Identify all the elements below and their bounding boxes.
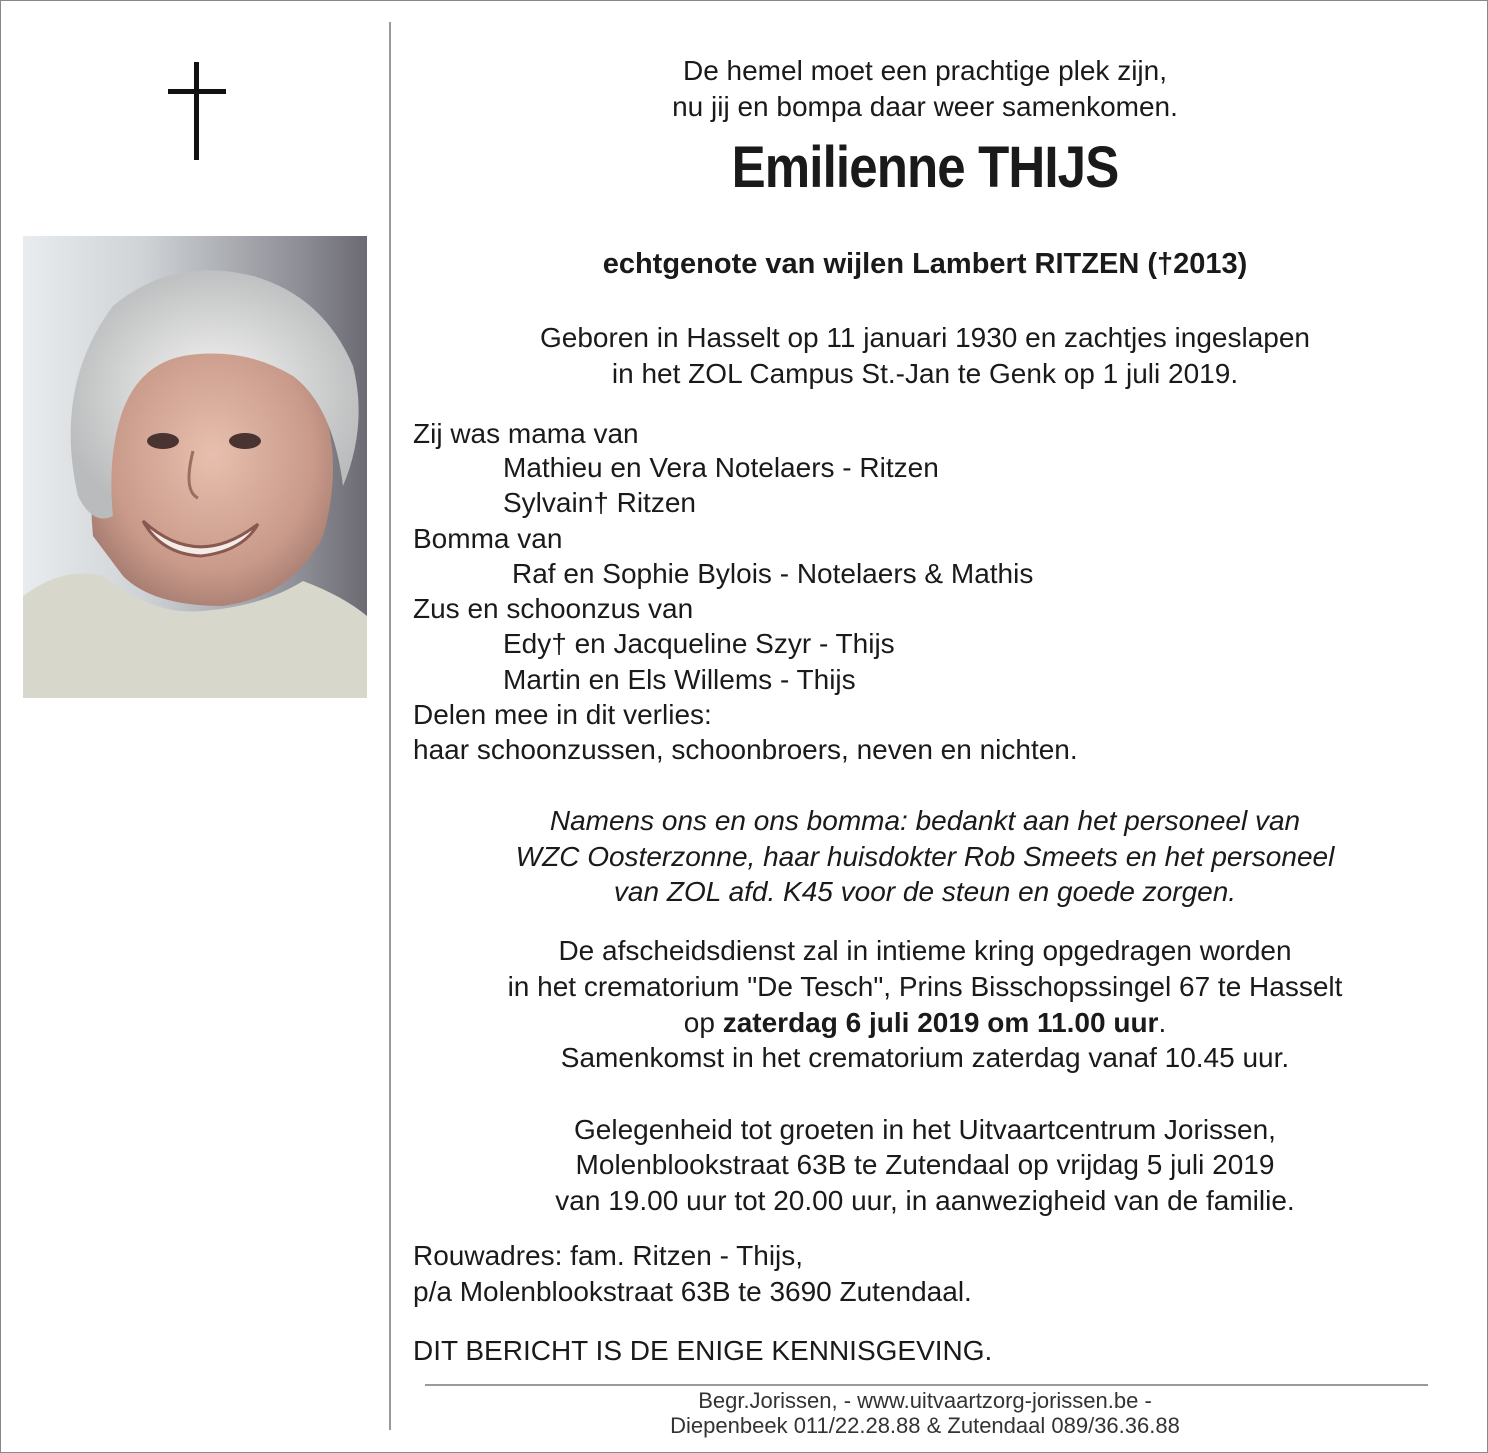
portrait-photo <box>23 236 367 698</box>
footer-line-2: Diepenbeek 011/22.28.88 & Zutendaal 089/36.36.88 <box>670 1413 1180 1438</box>
visit-line-3: van 19.00 uur tot 20.00 uur, in aanwezigheid van de familie. <box>555 1185 1295 1216</box>
service-line-3: op zaterdag 6 juli 2019 om 11.00 uur. <box>683 1007 1167 1038</box>
thanks-line-1: Namens ons en ons bomma: bedankt aan het personeel van <box>549 805 1301 836</box>
service-line-1: De afscheidsdienst zal in intieme kring opgedragen worden <box>558 935 1292 966</box>
spouse-line: echtgenote van wijlen Lambert RITZEN (†2013) <box>602 248 1248 280</box>
column-divider <box>389 22 391 1430</box>
child-2: Sylvain† Ritzen <box>503 487 696 518</box>
visit-line-2: Molenblookstraat 63B te Zutendaal op vrijdag 5 juli 2019 <box>575 1149 1275 1180</box>
notice-line: DIT BERICHT IS DE ENIGE KENNISGEVING. <box>413 1335 993 1366</box>
service-line-4: Samenkomst in het crematorium zaterdag vanaf 10.45 uur. <box>560 1042 1290 1073</box>
grandchild-1: Raf en Sophie Bylois - Notelaers & Mathis <box>512 558 1034 589</box>
sibling-2: Martin en Els Willems - Thijs <box>503 664 856 695</box>
sister-label: Zus en schoonzus van <box>413 593 694 624</box>
service-date-time: zaterdag 6 juli 2019 om 11.00 uur <box>722 1007 1159 1038</box>
visit-line-1: Gelegenheid tot groeten in het Uitvaartcentrum Jorissen, <box>574 1114 1276 1145</box>
footer-rule <box>425 1384 1428 1386</box>
share-text: haar schoonzussen, schoonbroers, neven en nichten. <box>413 734 1078 765</box>
deceased-name: Emilienne THIJS <box>731 135 1119 200</box>
thanks-line-3: van ZOL afd. K45 voor de steun en goede zorgen. <box>613 876 1237 907</box>
service-line-2: in het crematorium "De Tesch", Prins Bisschopssingel 67 te Hasselt <box>507 971 1343 1002</box>
birth-line-2: in het ZOL Campus St.-Jan te Genk op 1 juli 2019. <box>611 358 1239 389</box>
footer-line-1: Begr.Jorissen, - www.uitvaartzorg-jorissen.be - <box>698 1388 1152 1413</box>
verse-line-2: nu jij en bompa daar weer samenkomen. <box>672 91 1178 122</box>
address-line-2: p/a Molenblookstraat 63B te 3690 Zutendaal. <box>413 1276 972 1307</box>
share-label: Delen mee in dit verlies: <box>413 699 712 730</box>
sibling-1: Edy† en Jacqueline Szyr - Thijs <box>503 628 895 659</box>
birth-line-1: Geboren in Hasselt op 11 januari 1930 en zachtjes ingeslapen <box>540 322 1310 353</box>
child-1: Mathieu en Vera Notelaers - Ritzen <box>503 452 939 483</box>
address-line-1: Rouwadres: fam. Ritzen - Thijs, <box>413 1240 804 1271</box>
verse-line-1: De hemel moet een prachtige plek zijn, <box>682 55 1168 86</box>
bomma-label: Bomma van <box>413 523 563 554</box>
mama-label: Zij was mama van <box>413 418 639 449</box>
latin-cross-icon <box>168 62 226 160</box>
thanks-line-2: WZC Oosterzonne, haar huisdokter Rob Smeets en het personeel <box>515 841 1335 872</box>
